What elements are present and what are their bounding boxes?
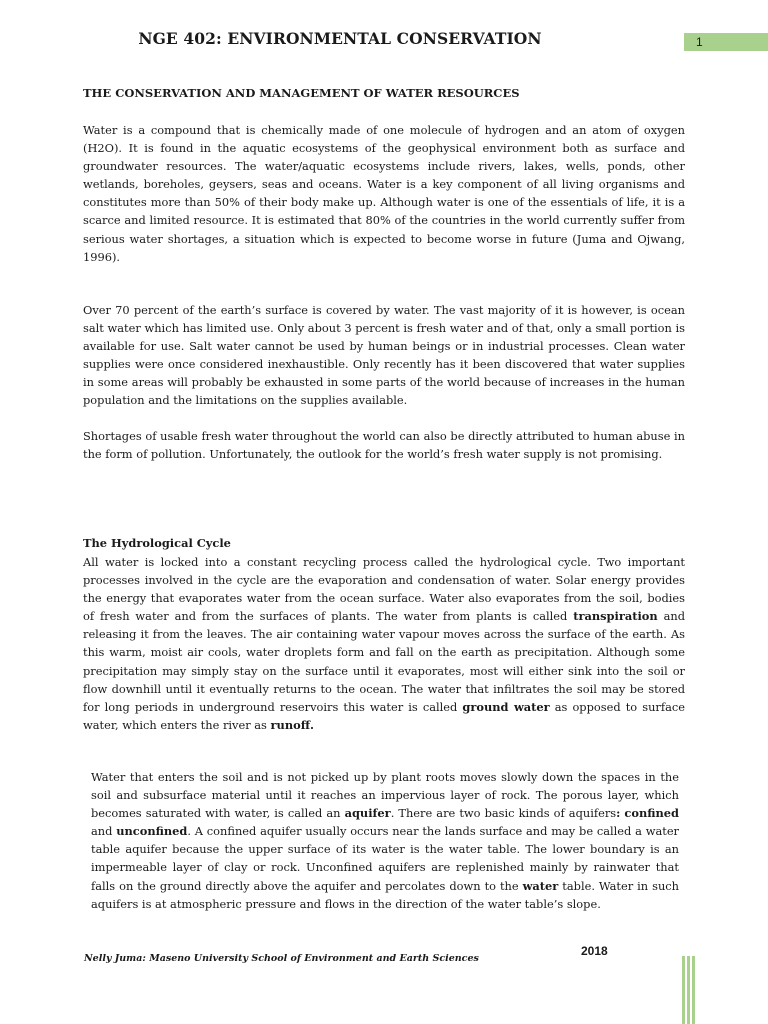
- section-heading: THE CONSERVATION AND MANAGEMENT OF WATER RESOURCES: [83, 86, 520, 100]
- paragraph-aquifers: [91, 768, 679, 913]
- document-title: NGE 402: ENVIRONMENTAL CONSERVATION: [138, 29, 542, 48]
- term-aquifer: aquifer: [344, 806, 391, 821]
- decorative-line: [687, 956, 690, 1024]
- decorative-lines: [682, 956, 696, 1024]
- text-run: Water that enters the soil and is not picked up by plant roots moves slowly down the spaces in the soil and subsurface material until it reaches an impervious layer of rock. The porous layer, which becomes saturated with water, is called an: [91, 770, 679, 821]
- paragraph-earth-surface: Over 70 percent of the earth’s surface is covered by water. The vast majority of it is however, is ocean salt water which has limited use. Only about 3 percent is fresh water and of that, only a small portion is available for use. Salt water cannot be used by human beings or in industrial processes. Clean water supplies were once considered inexhaustible. Only recently has it been discovered that water supplies in some areas will probably be exhausted in some parts of the world because of increases in the human population and the limitations on the supplies available.: [83, 303, 685, 408]
- term-confined: confined: [624, 806, 679, 821]
- footer-author: Nelly Juma: Maseno University School of Environment and Earth Sciences: [84, 953, 479, 964]
- subheading-hydrological-cycle: The Hydrological Cycle: [83, 536, 231, 550]
- paragraph-shortages: Shortages of usable fresh water throughout the world can also be directly attributed to human abuse in the form of pollution. Unfortunately, the outlook for the world’s fresh water supply is not promising.: [83, 429, 685, 462]
- text-run: as opposed to surface water, which enters the river as: [83, 699, 685, 732]
- text-run: table. Water in such aquifers is at atmospheric pressure and flows in the direction of the water table’s slope.: [91, 878, 680, 911]
- term-ground-water: ground water: [462, 699, 550, 714]
- term-water: water: [522, 878, 559, 893]
- decorative-line: [692, 956, 695, 1024]
- text-run: and releasing it from the leaves. The air containing water vapour moves across the surface of the earth. As this warm, moist air cools, water droplets form and fall on the earth as precipitation. Although some precipitation may simply stay on the surface until it evaporates, most will either sink into the soil or flow downhill until it eventually returns to the ocean. The water that infiltrates the soil may be stored for long periods in underground reservoirs this water is called: [83, 609, 685, 714]
- text-run: and: [91, 824, 117, 839]
- paragraph-intro: Water is a compound that is chemically made of one molecule of hydrogen and an atom of oxygen (H2O). It is found in the aquatic ecosystems of the geophysical environment both as surface and groundwater resources. The water/aquatic ecosystems include rivers, lakes, wells, ponds, other wetlands, boreholes, geysers, seas and oceans. Water is a key component of all living organisms and constitutes more than 50% of their body make up. Although water is one of the essentials of life, it is a scarce and limited resource. It is estimated that 80% of the countries in the world currently suffer from serious water shortages, a situation which is expected to become worse in future (Juma and Ojwang, 1996).: [83, 123, 685, 264]
- text-run: . A confined aquifer usually occurs near the lands surface and may be called a water table aquifer because the upper surface of its water is the water table. The lower boundary is an impermeable layer of clay or rock. Unconfined aquifers are replenished mainly by rainwater that falls on the ground directly above the aquifer and percolates down to the: [91, 824, 680, 893]
- bold-colon: :: [616, 806, 621, 821]
- term-unconfined: unconfined: [116, 824, 188, 839]
- text-run: All water is locked into a constant recycling process called the hydrological cycle. Two important processes involved in the cycle are the evaporation and condensation of water. Solar energy provides the energy that evaporates water from the ocean surface. Water also evaporates from the soil, bodies of fresh water and from the surfaces of plants. The water from plants is called: [83, 555, 685, 624]
- footer-year: 2018: [581, 944, 608, 958]
- term-runoff: runoff.: [270, 717, 315, 732]
- page-number: 1: [696, 35, 703, 49]
- term-transpiration: transpiration: [573, 609, 658, 624]
- paragraph-hydrological-cycle: [83, 553, 685, 734]
- decorative-line: [682, 956, 685, 1024]
- text-run: . There are two basic kinds of aquifers: [390, 806, 617, 821]
